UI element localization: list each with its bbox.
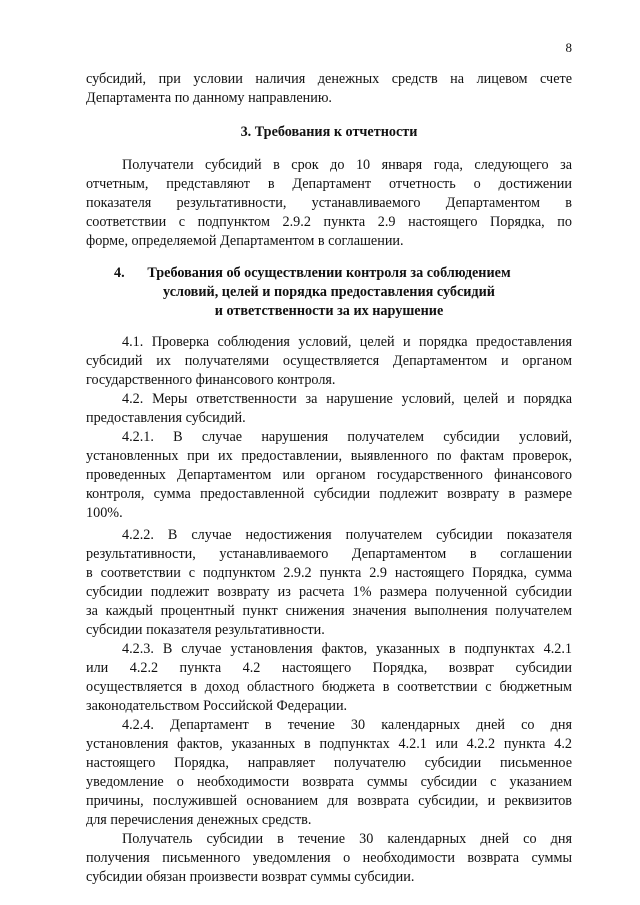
paragraph-line: или 4.2.2 пункта 4.2 настоящего Порядка, возврат субсидии [86,660,572,676]
paragraph-line: 100%. [86,505,123,521]
paragraph-line: законодательством Российской Федерации. [86,698,348,714]
paragraph-line: субсидии обязан произвести возврат суммы субсидии. [86,869,415,885]
section-4-title-line: условий, целей и порядка предоставления субсидий [163,284,495,300]
paragraph-line: 4.2. Меры ответственности за нарушение условий, целей и порядка [122,391,572,407]
paragraph-line: 4.2.2. В случае недостижения получателем субсидии показателя [122,527,572,543]
paragraph-line: 4.1. Проверка соблюдения условий, целей и порядка предоставления [122,334,572,350]
paragraph-line: Департамента по данному направлению. [86,90,332,106]
paragraph-line: установленных при их предоставлении, выявленного по фактам проверок, [86,448,572,464]
section-4-title-line: и ответственности за их нарушение [214,303,444,319]
paragraph-line: проведенных Департаментом или органом государственного финансового [86,467,572,483]
section-4-number: 4. [114,265,125,281]
paragraph-line: осуществляется в доход областного бюджета в соответствии с бюджетным [86,679,572,695]
paragraph-line: результативности, устанавливаемого Департаментом в соглашении [86,546,572,562]
paragraph-line: уведомление о необходимости возврата суммы субсидии с указанием [86,774,572,790]
paragraph-line: за каждый процентный пункт снижения значения выполнения получателем [86,603,572,619]
paragraph-line: установления фактов, указанных в подпунктах 4.2.1 или 4.2.2 пункта 4.2 [86,736,572,752]
paragraph-line: соответствии с подпунктом 2.9.2 пункта 2.9 настоящего Порядка, по [86,214,572,230]
paragraph-line: в соответствии с подпунктом 2.9.2 пункта 2.9 настоящего Порядка, сумма [86,565,572,581]
paragraph-line: контроля, сумма предоставленной субсидии подлежит возврату в размере [86,486,572,502]
paragraph-line: субсидий их получателями осуществляется Департаментом и органом [86,353,572,369]
paragraph-line: настоящего Порядка, направляет получателю субсидии письменное [86,755,572,771]
paragraph-line: предоставления субсидий. [86,410,246,426]
paragraph-line: субсидии подлежит возврату из расчета 1% размера полученной субсидии [86,584,572,600]
paragraph-line: 4.2.3. В случае установления фактов, указанных в подпунктах 4.2.1 [122,641,572,657]
section-3-title: 3. Требования к отчетности [240,124,418,140]
paragraph-line: государственного финансового контроля. [86,372,336,388]
paragraph-line: 4.2.4. Департамент в течение 30 календарных дней со дня [122,717,572,733]
paragraph-line: показателя результативности, устанавливаемого Департаментом в [86,195,572,211]
paragraph-line: получения письменного уведомления о необходимости возврата суммы [86,850,572,866]
paragraph-line: отчетным, представляют в Департамент отчетность о достижении [86,176,572,192]
paragraph-line: субсидий, при условии наличия денежных средств на лицевом счете [86,71,572,87]
paragraph-line: субсидии показателя результативности. [86,622,325,638]
paragraph-line: Получатели субсидий в срок до 10 января года, следующего за [122,157,572,173]
paragraph-line: 4.2.1. В случае нарушения получателем субсидии условий, [122,429,572,445]
paragraph-line: Получатель субсидии в течение 30 календарных дней со дня [122,831,572,847]
paragraph-line: для перечисления денежных средств. [86,812,312,828]
section-4-title-line: Требования об осуществлении контроля за соблюдением [147,265,511,281]
paragraph-line: форме, определяемой Департаментом в соглашении. [86,233,404,249]
page-number: 8 [565,40,572,55]
paragraph-line: причины, послужившей основанием для возврата субсидии, и реквизитов [86,793,572,809]
